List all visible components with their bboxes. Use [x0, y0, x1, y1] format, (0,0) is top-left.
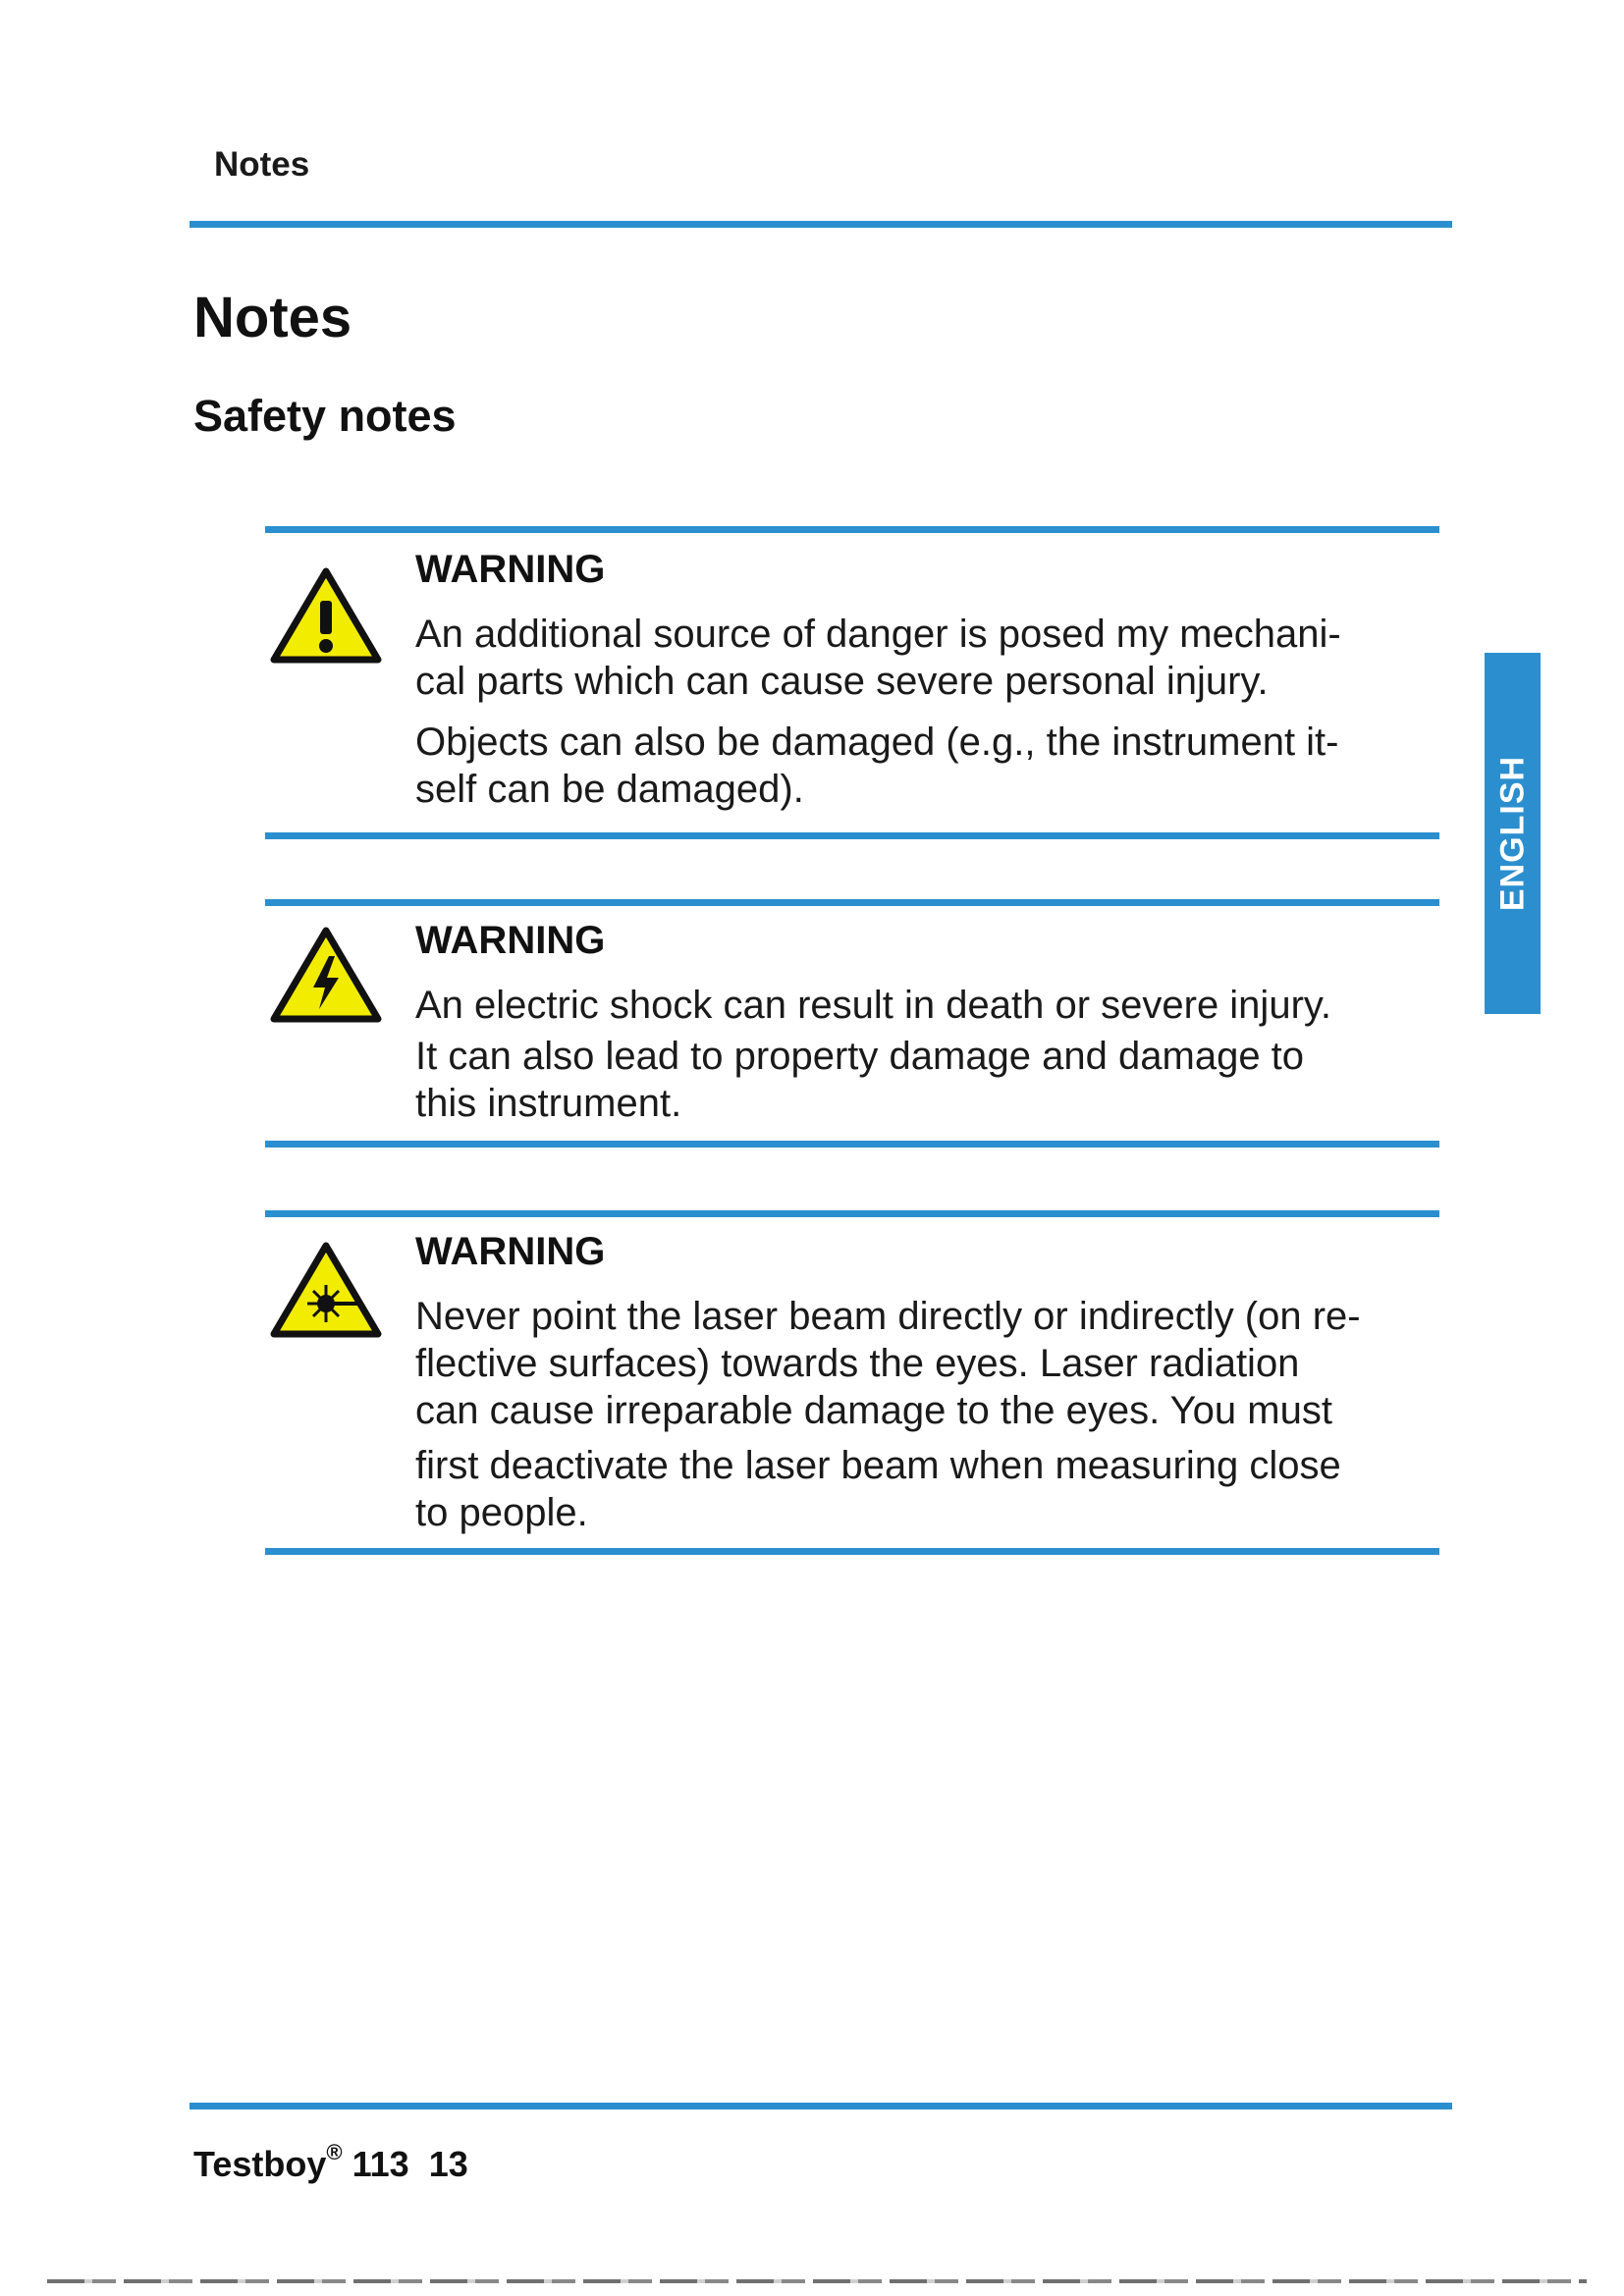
electric-shock-icon — [270, 927, 382, 1023]
language-tab — [1485, 653, 1541, 1014]
registered-mark: ® — [326, 2140, 343, 2164]
warning-heading: WARNING — [415, 548, 606, 591]
warning-box-bottom-rule — [265, 1141, 1439, 1148]
warning-box-bottom-rule — [265, 832, 1439, 839]
warning-box-electric — [265, 899, 1439, 1150]
page-number: 13 — [428, 2144, 468, 2184]
warning-paragraph: first deactivate the laser beam when measuring close to people. — [415, 1444, 1341, 1534]
general-warning-icon — [270, 567, 382, 664]
header-rule — [189, 221, 1452, 228]
laser-radiation-icon — [270, 1242, 382, 1338]
footer-brand: Testboy — [193, 2144, 327, 2184]
warning-box-top-rule — [265, 899, 1439, 906]
warning-box-mechanical — [265, 526, 1439, 842]
warning-heading: WARNING — [415, 919, 606, 962]
warning-paragraph: An additional source of danger is posed my mechani- cal parts which can cause severe personal injury. — [415, 613, 1341, 703]
section-title: Safety notes — [193, 391, 457, 441]
running-header: Notes — [214, 145, 310, 184]
warning-paragraph: Objects can also be damaged (e.g., the instrument it- self can be damaged). — [415, 721, 1339, 811]
warning-paragraph: It can also lead to property damage and damage to this instrument. — [415, 1035, 1305, 1125]
warning-heading: WARNING — [415, 1230, 606, 1273]
warning-box-bottom-rule — [265, 1548, 1439, 1555]
page-title: Notes — [193, 286, 352, 349]
warning-box-top-rule — [265, 1210, 1439, 1217]
warning-paragraph: Never point the laser beam directly or indirectly (on re- flective surfaces) towards the eyes. Laser radiation can cause irreparable damage to the eyes. You must — [415, 1295, 1361, 1432]
footer-model: 113 — [352, 2144, 409, 2184]
scan-edge-divider — [47, 2279, 1587, 2283]
warning-paragraph: An electric shock can result in death or severe injury. — [415, 984, 1332, 1027]
footer — [193, 2140, 468, 2185]
language-tab-label: ENGLISH — [1493, 755, 1531, 912]
warning-box-laser — [265, 1210, 1439, 1562]
footer-rule — [189, 2103, 1452, 2109]
warning-box-top-rule — [265, 526, 1439, 533]
